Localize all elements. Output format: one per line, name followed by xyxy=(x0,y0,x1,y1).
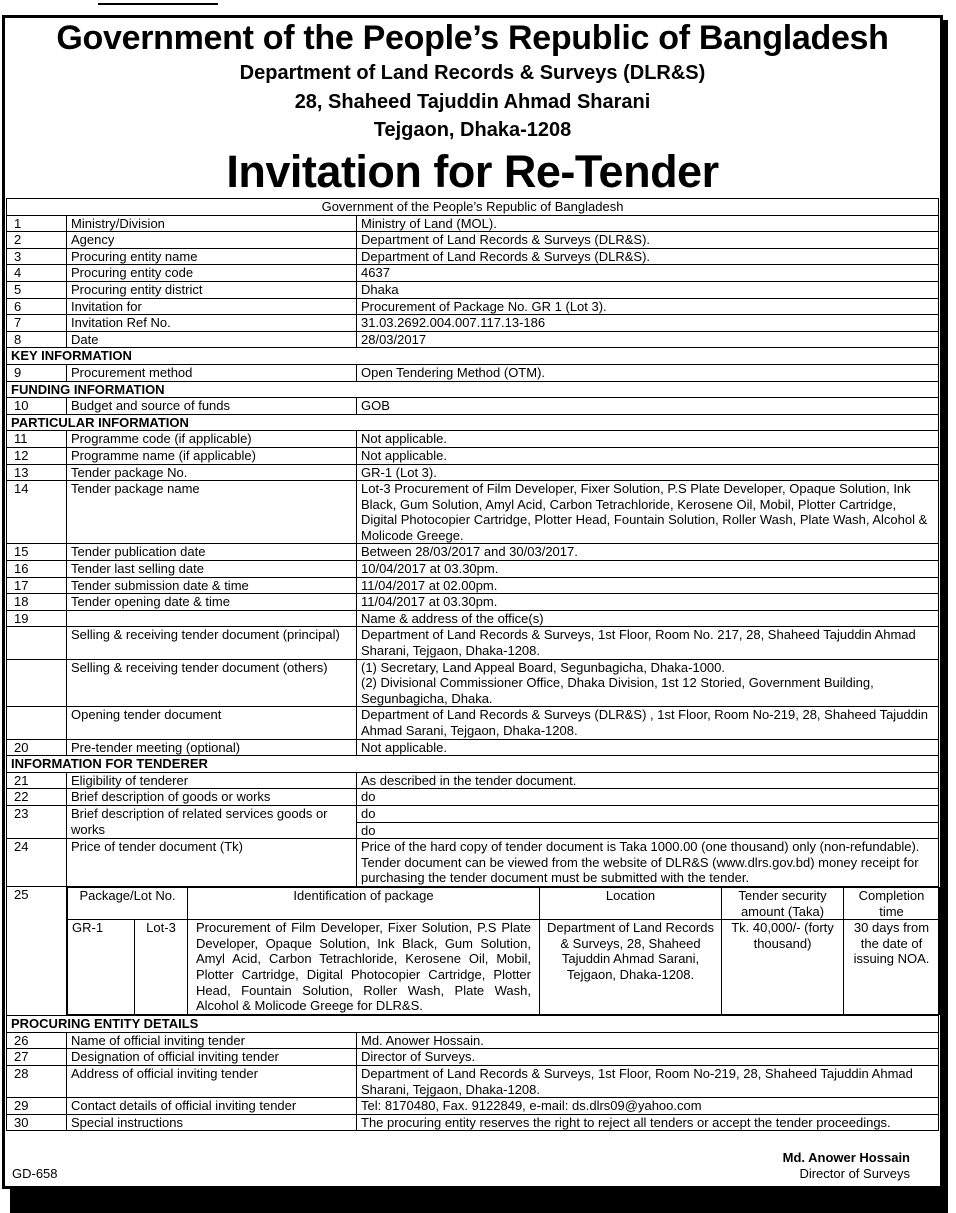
table-row: 3 Procuring entity name Department of Land Records & Surveys (DLR&S). xyxy=(7,248,939,265)
table-row: 13 Tender package No. GR-1 (Lot 3). xyxy=(7,464,939,481)
tender-table xyxy=(6,198,939,1131)
section-heading: FUNDING INFORMATION xyxy=(7,381,939,398)
table-row: 28 Address of official inviting tender Department of Land Records & Surveys, 1st Floor, Room No-219, 28, Shaheed Tajuddin Ahmad Sharani, Tejgaon, Dhaka-1208. xyxy=(7,1065,939,1097)
package-row: 25 Package/Lot No. Identification of package Location Tender security amount (Taka) Completion time GR-1 Lot-3 Procurement of Film Developer, Fixer Solution, P.S Plate Developer, Opaque Solution, Ink Black, Gum Solution, Amyl Acid, Carbon Tetrachloride, Kerosene Oil, Mobil, Plotter Cartridge, Digital Photocopier Cartridge, Plotter Head, Fountain Solution, Roller Wash, Plate Wash, Alcohol & Molicode Greege for DLR&S. Department of Land Records & Surveys, 28, Shaheed Tajuddin Ahmad Sarani, Tejgaon, Dhaka-1208. Tk. 40,000/- (forty thousand) 30 days from the date of issuing NOA. xyxy=(7,886,939,1015)
table-row: 8 Date 28/03/2017 xyxy=(7,331,939,348)
table-row: Selling & receiving tender document (principal) Department of Land Records & Surveys, 1st Floor, Room No. 217, 28, Shaheed Tajuddin Ahmad Sharani, Tejgaon, Dhaka-1208. xyxy=(7,627,939,659)
table-row: 30 Special instructions The procuring entity reserves the right to reject all tenders or accept the tender proceedings. xyxy=(7,1114,939,1131)
table-row: Selling & receiving tender document (others) (1) Secretary, Land Appeal Board, Segunbagicha, Dhaka-1000. (2) Divisional Commissioner Office, Dhaka Division, 1st 12 Storied, Government Building, Segunbagicha, Dhaka. xyxy=(7,659,939,707)
section-heading: PROCURING ENTITY DETAILS xyxy=(7,1016,939,1033)
table-row: 9 Procurement method Open Tendering Method (OTM). xyxy=(7,364,939,381)
lot-number: Lot-3 xyxy=(146,920,176,936)
package-location: Department of Land Records & Surveys, 28, Shaheed Tajuddin Ahmad Sarani, Tejgaon, Dhaka-1208. xyxy=(540,920,722,1015)
table-row: Opening tender document Department of Land Records & Surveys (DLR&S) , 1st Floor, Room No-219, 28, Shaheed Tajuddin Ahmad Sarani, Tejgaon, Dhaka-1208. xyxy=(7,707,939,739)
table-row: 23 Brief description of related services goods or works do do xyxy=(7,805,939,838)
signatory-designation: Director of Surveys xyxy=(799,1166,910,1181)
table-row: 21 Eligibility of tenderer As described in the tender document. xyxy=(7,772,939,789)
reference-code: GD-658 xyxy=(12,1166,58,1181)
security-header: Tender security amount (Taka) xyxy=(722,887,844,919)
address-line-2: Tejgaon, Dhaka-1208 xyxy=(373,119,572,141)
page-title: Invitation for Re-Tender xyxy=(226,146,719,197)
frame-shadow-bottom xyxy=(10,1186,948,1213)
table-row: 11 Programme code (if applicable) Not applicable. xyxy=(7,431,939,448)
table-row: 12 Programme name (if applicable) Not applicable. xyxy=(7,447,939,464)
package-identification: Procurement of Film Developer, Fixer Solution, P.S Plate Developer, Opaque Solution, Ink Black, Gum Solution, Amyl Acid, Carbon Tetrachloride, Kerosene Oil, Mobil, Plotter Cartridge, Digital Photocopier Cartridge, Plotter Head, Fountain Solution, Roller Wash, Plate Wash, Alcohol & Molicode Greege for DLR&S. xyxy=(188,920,540,1015)
tender-security: Tk. 40,000/- (forty thousand) xyxy=(722,920,844,1015)
table-row: 2 Agency Department of Land Records & Surveys (DLR&S). xyxy=(7,232,939,249)
package-header: Package/Lot No. xyxy=(68,887,188,919)
signature-block xyxy=(783,1150,910,1182)
table-row: 1 Ministry/Division Ministry of Land (MOL). xyxy=(7,215,939,232)
section-heading: INFORMATION FOR TENDERER xyxy=(7,756,939,773)
table-row: 14 Tender package name Lot-3 Procurement of Film Developer, Fixer Solution, P.S Plate Developer, Opaque Solution, Ink Black, Gum Solution, Amyl Acid, Carbon Tetrachloride, Kerosene Oil, Mobil, Plotter Cartridge, Digital Photocopier Cartridge, Plotter Head, Fountain Solution, Roller Wash, Plate Wash, Alcohol & Molicode Greege. xyxy=(7,481,939,544)
table-row: 6 Invitation for Procurement of Package No. GR 1 (Lot 3). xyxy=(7,298,939,315)
table-row: 16 Tender last selling date 10/04/2017 at 03.30pm. xyxy=(7,561,939,578)
table-row: 15 Tender publication date Between 28/03/2017 and 30/03/2017. xyxy=(7,544,939,561)
table-caption: Government of the People’s Republic of Bangladesh xyxy=(7,199,939,216)
identification-header: Identification of package xyxy=(188,887,540,919)
table-row: 5 Procuring entity district Dhaka xyxy=(7,281,939,298)
location-header: Location xyxy=(540,887,722,919)
table-row: 29 Contact details of official inviting tender Tel: 8170480, Fax. 9122849, e-mail: ds.dlrs09@yahoo.com xyxy=(7,1098,939,1115)
completion-time: 30 days from the date of issuing NOA. xyxy=(844,920,940,1015)
table-row: 4 Procuring entity code 4637 xyxy=(7,265,939,282)
table-row: 17 Tender submission date & time 11/04/2017 at 02.00pm. xyxy=(7,577,939,594)
top-rule xyxy=(98,3,218,5)
package-number: GR-1 xyxy=(68,920,135,1014)
table-row: 24 Price of tender document (Tk) Price of the hard copy of tender document is Taka 1000.00 (one thousand) only (non-refundable). Tender document can be viewed from the website of DLR&S (www.dlrs.gov.bd) money receipt for purchasing the tender document must be submitted with the tender. xyxy=(7,839,939,887)
table-row: 18 Tender opening date & time 11/04/2017 at 03.30pm. xyxy=(7,594,939,611)
table-row: 22 Brief description of goods or works do xyxy=(7,789,939,806)
table-row: 27 Designation of official inviting tender Director of Surveys. xyxy=(7,1049,939,1066)
table-row: 20 Pre-tender meeting (optional) Not applicable. xyxy=(7,739,939,756)
address-line-1: 28, Shaheed Tajuddin Ahmad Sharani xyxy=(294,91,651,113)
section-heading: PARTICULAR INFORMATION xyxy=(7,414,939,431)
package-table xyxy=(67,887,940,1015)
section-heading: KEY INFORMATION xyxy=(7,348,939,365)
table-row: 26 Name of official inviting tender Md. Anower Hossain. xyxy=(7,1032,939,1049)
completion-header: Completion time xyxy=(844,887,940,919)
government-heading: Government of the People’s Republic of Bangladesh xyxy=(56,19,889,57)
signatory-name: Md. Anower Hossain xyxy=(782,1150,910,1165)
table-row: 7 Invitation Ref No. 31.03.2692.004.007.117.13-186 xyxy=(7,315,939,332)
department-heading: Department of Land Records & Surveys (DLR&S) xyxy=(239,62,706,84)
table-row: 10 Budget and source of funds GOB xyxy=(7,398,939,415)
table-row: 19 Name & address of the office(s) xyxy=(7,610,939,627)
